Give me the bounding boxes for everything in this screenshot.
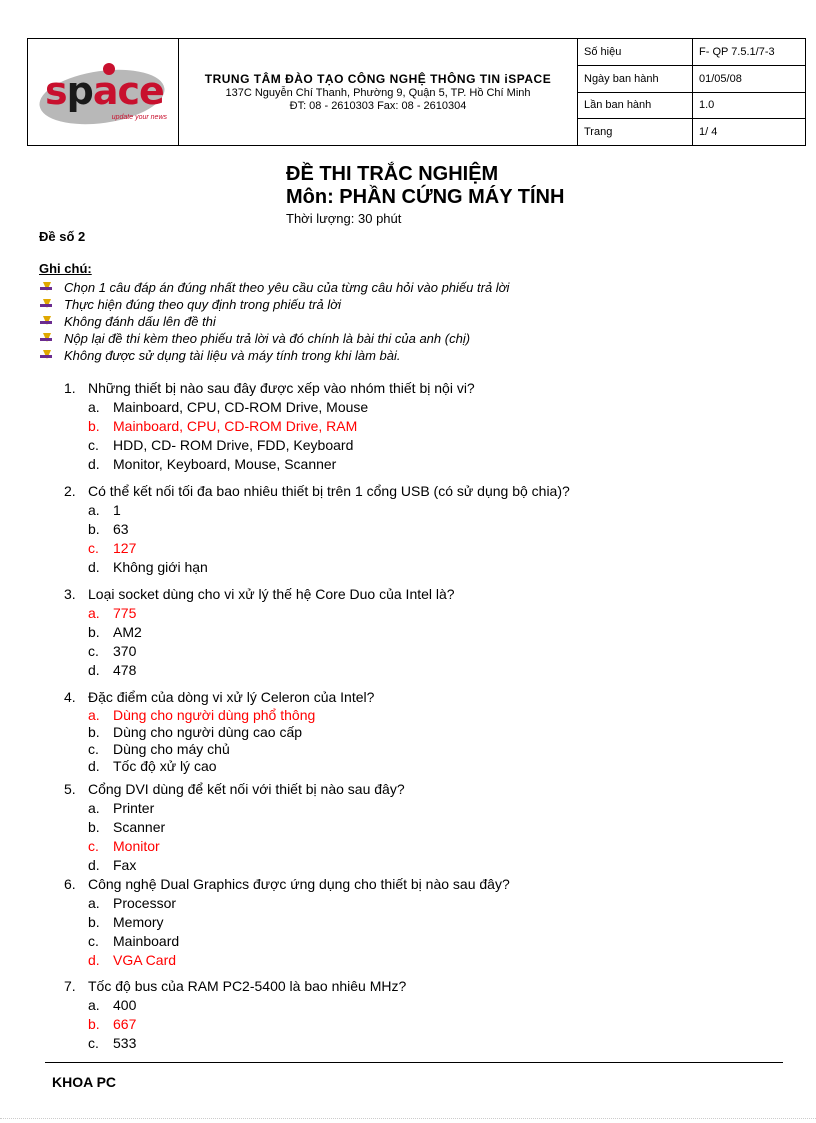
meta-label: Số hiệu	[578, 39, 693, 66]
answer-option-correct: a. Dùng cho người dùng phổ thông	[88, 707, 316, 723]
answer-option-correct: a. 775	[88, 605, 137, 621]
answer-option: d. Fax	[88, 857, 137, 873]
answer-option: b. Memory	[88, 914, 164, 930]
list-item: Không được sử dụng tài liệu và máy tính trong khi làm bài.	[40, 347, 509, 364]
meta-label: Trang	[578, 119, 693, 146]
down-arrow-bullet-icon	[40, 316, 56, 328]
answer-option: a. Mainboard, CPU, CD-ROM Drive, Mouse	[88, 399, 369, 415]
answer-option-correct: c. 127	[88, 540, 137, 556]
list-item: Không đánh dấu lên đề thi	[40, 313, 509, 330]
meta-value: 1.0	[693, 92, 806, 119]
organization-contact: ĐT: 08 - 2610303 Fax: 08 - 2610304	[289, 100, 467, 112]
question-text: Đặc điểm của dòng vi xử lý Celeron của Intel?	[88, 689, 375, 705]
answer-option-correct: b. Mainboard, CPU, CD-ROM Drive, RAM	[88, 418, 358, 434]
answer-option: a. Printer	[88, 800, 155, 816]
question-text: Loại socket dùng cho vi xử lý thế hệ Core Duo của Intel là?	[88, 586, 455, 602]
logo-tagline: update your news	[111, 114, 167, 121]
list-item: Nộp lại đề thi kèm theo phiếu trả lời và đó chính là bài thi của anh (chị)	[40, 330, 509, 347]
answer-option: c. HDD, CD- ROM Drive, FDD, Keyboard	[88, 437, 354, 453]
question-text: Công nghệ Dual Graphics được ứng dụng cho thiết bị nào sau đây?	[88, 876, 510, 892]
answer-option: d. Monitor, Keyboard, Mouse, Scanner	[88, 456, 337, 472]
document-header	[27, 38, 806, 146]
logo-cell	[28, 39, 179, 146]
down-arrow-bullet-icon	[40, 350, 56, 362]
answer-option: a. 400	[88, 997, 137, 1013]
organization-name: TRUNG TÂM ĐÀO TẠO CÔNG NGHỆ THÔNG TIN iSPACE	[204, 72, 552, 86]
answer-option: c. 370	[88, 643, 137, 659]
logo-wordmark: space	[45, 69, 164, 113]
question-5: 5. Cổng DVI dùng để kết nối với thiết bị nào sau đây? a. Printer b. Scanner c. Monitor d. Fax	[64, 781, 405, 873]
answer-option: c. Dùng cho máy chủ	[88, 741, 230, 757]
footer-divider	[45, 1062, 783, 1063]
answer-option-correct: d. VGA Card	[88, 952, 177, 968]
answer-option-correct: b. 667	[88, 1016, 137, 1032]
answer-option: b. AM2	[88, 624, 142, 640]
answer-option: d. Tốc độ xử lý cao	[88, 758, 217, 774]
answer-option: b. Scanner	[88, 819, 166, 835]
down-arrow-bullet-icon	[40, 282, 56, 294]
list-item: Thực hiện đúng theo quy định trong phiếu trả lời	[40, 296, 509, 313]
notes-list	[40, 279, 509, 364]
notes-title: Ghi chú:	[39, 261, 92, 276]
answer-option: a. Processor	[88, 895, 177, 911]
ispace-logo	[35, 59, 171, 125]
question-2: 2. Có thể kết nối tối đa bao nhiêu thiết bị trên 1 cổng USB (có sử dụng bộ chia)? a. 1 b. 63 c. 127 d. Không giới hạn	[64, 483, 570, 575]
answer-option: b. Dùng cho người dùng cao cấp	[88, 724, 303, 740]
question-text: Tốc độ bus của RAM PC2-5400 là bao nhiêu MHz?	[88, 978, 407, 994]
question-3: 3. Loại socket dùng cho vi xử lý thế hệ Core Duo của Intel là? a. 775 b. AM2 c. 370 d. 478	[64, 586, 455, 678]
answer-option: a. 1	[88, 502, 121, 518]
question-6: 6. Công nghệ Dual Graphics được ứng dụng cho thiết bị nào sau đây? a. Processor b. Memory c. Mainboard d. VGA Card	[64, 876, 510, 968]
meta-label: Lần ban hành	[578, 92, 693, 119]
meta-value: F- QP 7.5.1/7-3	[693, 39, 806, 66]
answer-option: c. Mainboard	[88, 933, 180, 949]
question-4: 4. Đặc điểm của dòng vi xử lý Celeron của Intel? a. Dùng cho người dùng phổ thông b. Dùng cho người dùng cao cấp c. Dùng cho máy chủ d. Tốc độ xử lý cao	[64, 689, 375, 774]
meta-value: 01/05/08	[693, 65, 806, 92]
answer-option: d. Không giới hạn	[88, 559, 208, 575]
exam-title: ĐỀ THI TRẮC NGHIỆM	[286, 163, 499, 185]
answer-option: d. 478	[88, 662, 137, 678]
question-text: Cổng DVI dùng để kết nối với thiết bị nào sau đây?	[88, 781, 405, 797]
question-1: 1. Những thiết bị nào sau đây được xếp vào nhóm thiết bị nội vi? a. Mainboard, CPU, CD-ROM Drive, Mouse b. Mainboard, CPU, CD-ROM Drive, RAM c. HDD, CD- ROM Drive, FDD, Keyboard d. Monitor, Keyboard, Mouse, Scanner	[64, 380, 475, 472]
meta-label: Ngày ban hành	[578, 65, 693, 92]
organization-address: 137C Nguyễn Chí Thanh, Phường 9, Quận 5, TP. Hồ Chí Minh	[225, 87, 531, 99]
down-arrow-bullet-icon	[40, 299, 56, 311]
organization-info	[179, 39, 578, 146]
meta-value: 1/ 4	[693, 119, 806, 146]
question-text: Những thiết bị nào sau đây được xếp vào nhóm thiết bị nội vi?	[88, 380, 475, 396]
answer-option-correct: c. Monitor	[88, 838, 160, 854]
list-item: Chọn 1 câu đáp án đúng nhất theo yêu cầu của từng câu hỏi vào phiếu trả lời	[40, 279, 509, 296]
answer-option: c. 533	[88, 1035, 137, 1051]
page-bottom-border	[0, 1118, 816, 1119]
answer-option: b. 63	[88, 521, 129, 537]
question-7: 7. Tốc độ bus của RAM PC2-5400 là bao nhiêu MHz? a. 400 b. 667 c. 533	[64, 978, 407, 1051]
question-text: Có thể kết nối tối đa bao nhiêu thiết bị trên 1 cổng USB (có sử dụng bộ chia)?	[88, 483, 570, 499]
down-arrow-bullet-icon	[40, 333, 56, 345]
exam-subject: Môn: PHẦN CỨNG MÁY TÍNH	[286, 186, 565, 208]
footer-department: KHOA PC	[52, 1074, 117, 1090]
exam-duration: Thời lượng: 30 phút	[286, 211, 402, 226]
exam-number: Đề số 2	[39, 229, 86, 244]
